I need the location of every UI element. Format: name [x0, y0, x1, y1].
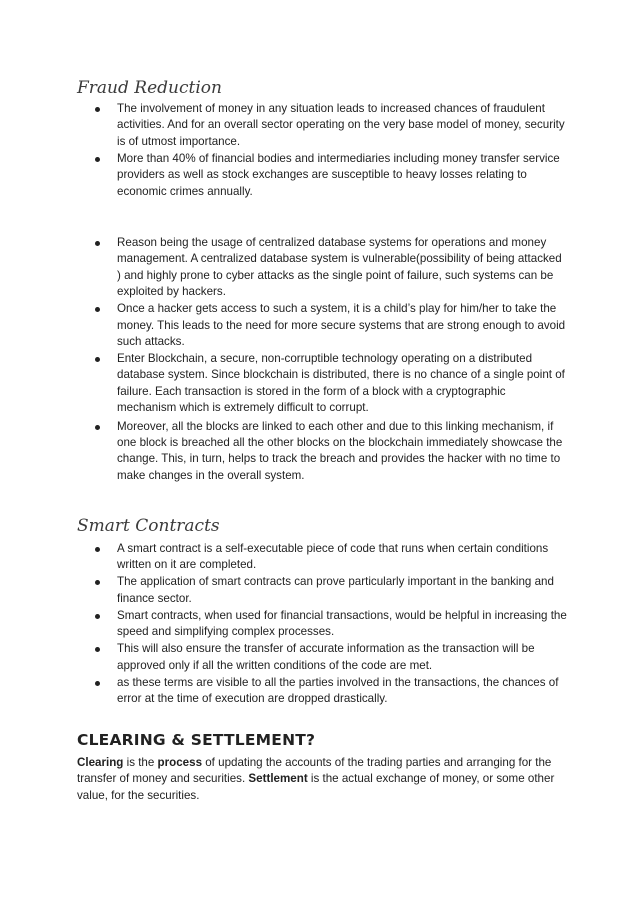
- list-item: More than 40% of financial bodies and intermediaries including money transfer service providers as well as stock exchanges are susceptible to heavy losses relating to economic crimes annually.: [77, 151, 567, 200]
- list-item: This will also ensure the transfer of accurate information as the transaction will be approved only if all the written conditions of the code are met.: [77, 641, 567, 674]
- smart-contracts-bullet-list: [77, 541, 567, 708]
- list-item: Moreover, all the blocks are linked to each other and due to this linking mechanism, if one block is breached all the other blocks on the blockchain immediately showcase the change. This, in turn, helps to track the breach and provides the hacker with no time to make changes in the overall system.: [77, 419, 567, 485]
- process-term: process: [157, 756, 203, 769]
- list-item: The application of smart contracts can prove particularly important in the banking and finance sector.: [77, 574, 567, 607]
- bullet-icon: [95, 547, 100, 552]
- bullet-icon: [95, 357, 100, 362]
- list-item: Enter Blockchain, a secure, non-corruptible technology operating on a distributed database system. Since blockchain is distributed, there is no chance of a single point of failure. Each transaction is stored in the form of a block with a cryptographic mechanism which is extremely difficult to corrupt.: [77, 351, 567, 417]
- list-item: as these terms are visible to all the parties involved in the transactions, the chances of error at the time of execution are dropped drastically.: [77, 675, 567, 708]
- list-item: Smart contracts, when used for financial transactions, would be helpful in increasing the speed and simplifying complex processes.: [77, 608, 567, 641]
- clearing-settlement-heading: CLEARING & SETTLEMENT?: [77, 731, 316, 749]
- smart-contracts-heading: Smart Contracts: [77, 516, 220, 536]
- settlement-term: Settlement: [248, 772, 308, 786]
- bullet-icon: [95, 647, 100, 652]
- bullet-icon: [95, 157, 100, 162]
- bullet-icon: [95, 681, 100, 686]
- bullet-icon: [95, 107, 100, 112]
- fraud-bullet-list-1: [77, 101, 567, 201]
- fraud-reduction-heading: Fraud Reduction: [77, 78, 222, 98]
- list-item: Once a hacker gets access to such a system, it is a child’s play for him/her to take the money. This leads to the need for more secure systems that are strong enough to avoid such attacks.: [77, 301, 567, 350]
- bullet-icon: [95, 580, 100, 585]
- bullet-icon: [95, 307, 100, 312]
- clearing-settlement-paragraph: Clearing is the process of updating the accounts of the trading parties and arranging for the transfer of money and securities. Settlement is the actual exchange of money, or some other value, for the securities.: [77, 756, 555, 802]
- list-item: Reason being the usage of centralized database systems for operations and money management. A centralized database system is vulnerable(possibility of being attacked ) and highly prone to cyber attacks as the single point of failure, such systems can be exploited by hackers.: [77, 235, 567, 301]
- fraud-bullet-list-2: [77, 235, 567, 485]
- list-item: The involvement of money in any situation leads to increased chances of fraudulent activities. And for an overall sector operating on the very base model of money, security is of utmost importance.: [77, 101, 567, 150]
- bullet-icon: [95, 241, 100, 246]
- list-item: A smart contract is a self-executable piece of code that runs when certain conditions written on it are completed.: [77, 541, 567, 574]
- clearing-term: Clearing: [77, 756, 124, 769]
- bullet-icon: [95, 425, 100, 430]
- bullet-icon: [95, 614, 100, 619]
